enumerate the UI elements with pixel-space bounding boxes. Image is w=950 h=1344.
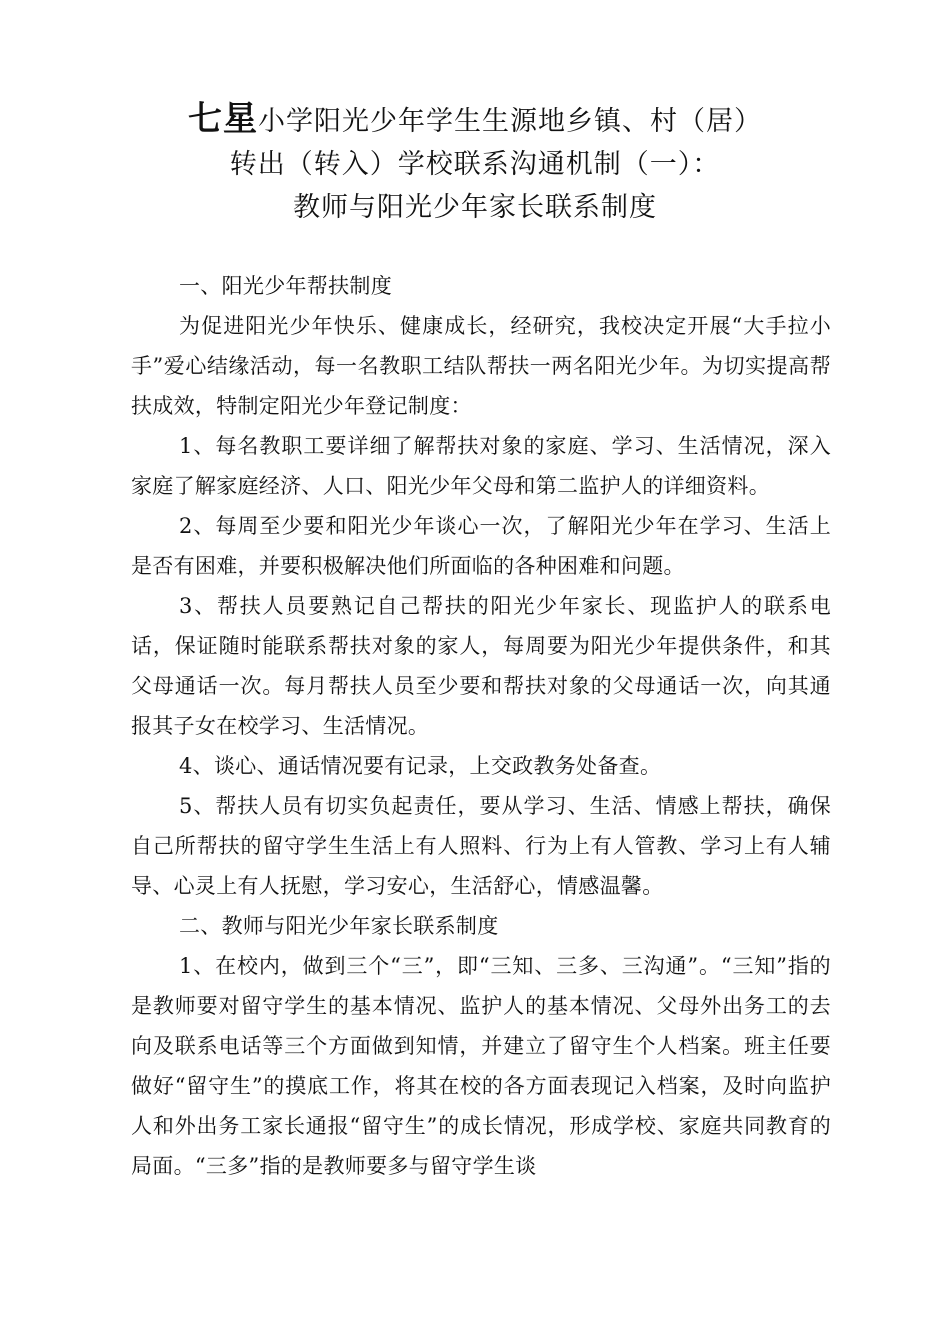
document-title <box>0 98 950 229</box>
title-school-name: 七星 <box>188 99 258 139</box>
section-1-intro: 为促进阳光少年快乐、健康成长，经研究，我校决定开展“大手拉小手”爱心结缘活动，每一名教职工结队帮扶一两名阳光少年。为切实提高帮扶成效，特制定阳光少年登记制度： <box>131 314 831 418</box>
section-1-heading: 一、阳光少年帮扶制度 <box>179 274 392 298</box>
title-line-2: 转出（转入）学校联系沟通机制（一）： <box>229 149 721 180</box>
title-line-1-text: 小学阳光少年学生生源地乡镇、村（居） <box>258 106 762 137</box>
section-1-item-4: 4、谈心、通话情况要有记录，上交政教务处备查。 <box>179 754 662 778</box>
section-1-item-2: 2、每周至少要和阳光少年谈心一次，了解阳光少年在学习、生活上是否有困难，并要积极解决他们所面临的各种困难和问题。 <box>131 514 831 578</box>
section-1-item-3: 3、帮扶人员要熟记自己帮扶的阳光少年家长、现监护人的联系电话，保证随时能联系帮扶对象的家人，每周要为阳光少年提供条件，和其父母通话一次。每月帮扶人员至少要和帮扶对象的父母通话一次，向其通报其子女在校学习、生活情况。 <box>131 594 831 738</box>
section-2-item-1: 1、在校内，做到三个“三”，即“三知、三多、三沟通”。“三知”指的是教师要对留守学生的基本情况、监护人的基本情况、父母外出务工的去向及联系电话等三个方面做到知情，并建立了留守生个人档案。班主任要做好“留守生”的摸底工作，将其在校的各方面表现记入档案，及时向监护人和外出务工家长通报“留守生”的成长情况，形成学校、家庭共同教育的局面。“三多”指的是教师要多与留守学生谈 <box>131 954 831 1178</box>
section-1-item-5: 5、帮扶人员有切实负起责任，要从学习、生活、情感上帮扶，确保自己所帮扶的留守学生生活上有人照料、行为上有人管教、学习上有人辅导、心灵上有人抚慰，学习安心，生活舒心，情感温馨。 <box>131 794 831 898</box>
title-line-1 <box>0 98 950 143</box>
document-body <box>131 266 831 1186</box>
section-2-heading: 二、教师与阳光少年家长联系制度 <box>179 914 499 938</box>
title-line-3: 教师与阳光少年家长联系制度 <box>293 192 657 223</box>
section-1-item-1: 1、每名教职工要详细了解帮扶对象的家庭、学习、生活情况，深入家庭了解家庭经济、人口、阳光少年父母和第二监护人的详细资料。 <box>131 434 831 498</box>
